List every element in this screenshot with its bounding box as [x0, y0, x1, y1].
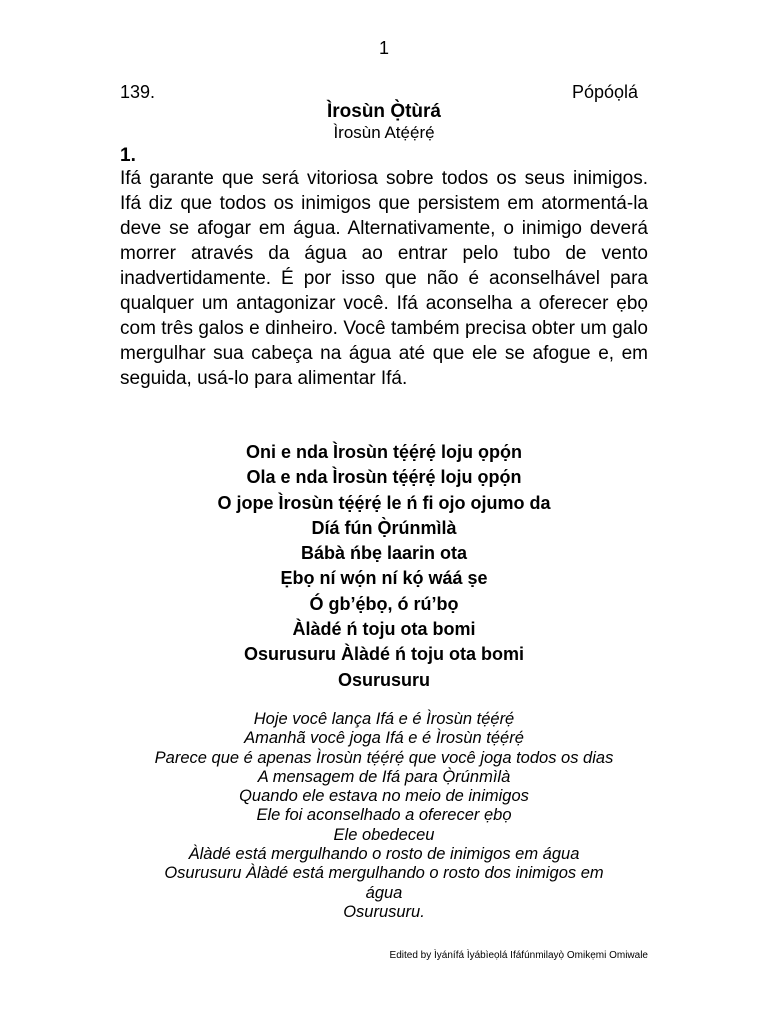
page-subtitle: Ìrosùn Atẹ́ẹ́rẹ́ — [333, 123, 435, 142]
verse-line: Oni e nda Ìrosùn tẹ́ẹ́rẹ́ loju ọpọ́n — [245, 442, 523, 462]
footer-credit: Edited by Ìyánífá Ìyábìeọlá Ifáfúnmilayọ̀ Omikẹmi Omiwale — [389, 950, 648, 961]
translation-line: Ele foi aconselhado a oferecer ẹbọ — [256, 806, 512, 825]
verse-line: Àlàdé ń toju ota bomi — [292, 619, 476, 640]
translation-line: Amanhã você joga Ifá e é Ìrosùn tẹ́ẹ́rẹ́ — [244, 729, 524, 748]
translation-line: Àlàdé está mergulhando o rosto de inimigos em água — [188, 845, 580, 864]
translation-line: Ele obedeceu — [333, 825, 435, 844]
verse-line: Osurusuru — [337, 669, 430, 690]
verse-line: Ó gb’ẹ́bọ, ó rú’bọ — [309, 593, 459, 614]
page-title: Ìrosùn Ọ̀tùrá — [326, 101, 441, 122]
header-author: Pópóọlá — [571, 82, 638, 102]
body-paragraph: Ifá garante que será vitoriosa sobre todos os seus inimigos. Ifá diz que todos os inimigos que persistem em atormentá-la deve se afogar em água. Alternativamente, o inimigo deverá morrer através da água ao entrar pelo tubo de vento inadvertidamente. É por isso que não é aconselhável para qualquer um antagonizar você. Ifá aconselha a oferecer ẹbọ com três galos e dinheiro. Você também precisa obter um galo mergulhar sua cabeça na água até que ele se afogue e, em seguida, usá-lo para alimentar Ifá. — [120, 168, 648, 389]
translation-line: Osurusuru. — [343, 902, 425, 921]
translation-block — [0, 710, 768, 922]
section-number: 1. — [120, 145, 136, 166]
translation-line: Quando ele estava no meio de inimigos — [239, 787, 529, 806]
verse-line: Bábà ńbẹ laarin ota — [300, 543, 468, 564]
translation-line: Parece que é apenas Ìrosùn tẹ́ẹ́rẹ́ que você joga todos os dias — [154, 748, 614, 767]
translation-line: Osurusuru Àlàdé está mergulhando o rosto dos inimigos em — [164, 864, 604, 883]
chapter-number: 139. — [120, 82, 156, 102]
verse-line: Osurusuru Àlàdé ń toju ota bomi — [243, 644, 524, 665]
translation-line: A mensagem de Ifá para Ọ̀rúnmìlà — [257, 767, 511, 786]
translation-line: Hoje você lança Ifá e é Ìrosùn tẹ́ẹ́rẹ́ — [253, 710, 515, 728]
translation-line: água — [365, 883, 403, 902]
verse-line: O jope Ìrosùn tẹ́ẹ́rẹ́ le ń fi ojo ojumo da — [217, 492, 551, 513]
page-number: 1 — [378, 38, 389, 58]
verse-line: Ola e nda Ìrosùn tẹ́ẹ́rẹ́ loju ọpọ́n — [246, 467, 522, 488]
verse-block — [0, 440, 768, 693]
verse-line: Díá fún Ọ̀rúnmìlà — [311, 517, 457, 538]
verse-line: Ẹbọ ní wọ́n ní kọ́ wáá ṣe — [280, 568, 488, 589]
